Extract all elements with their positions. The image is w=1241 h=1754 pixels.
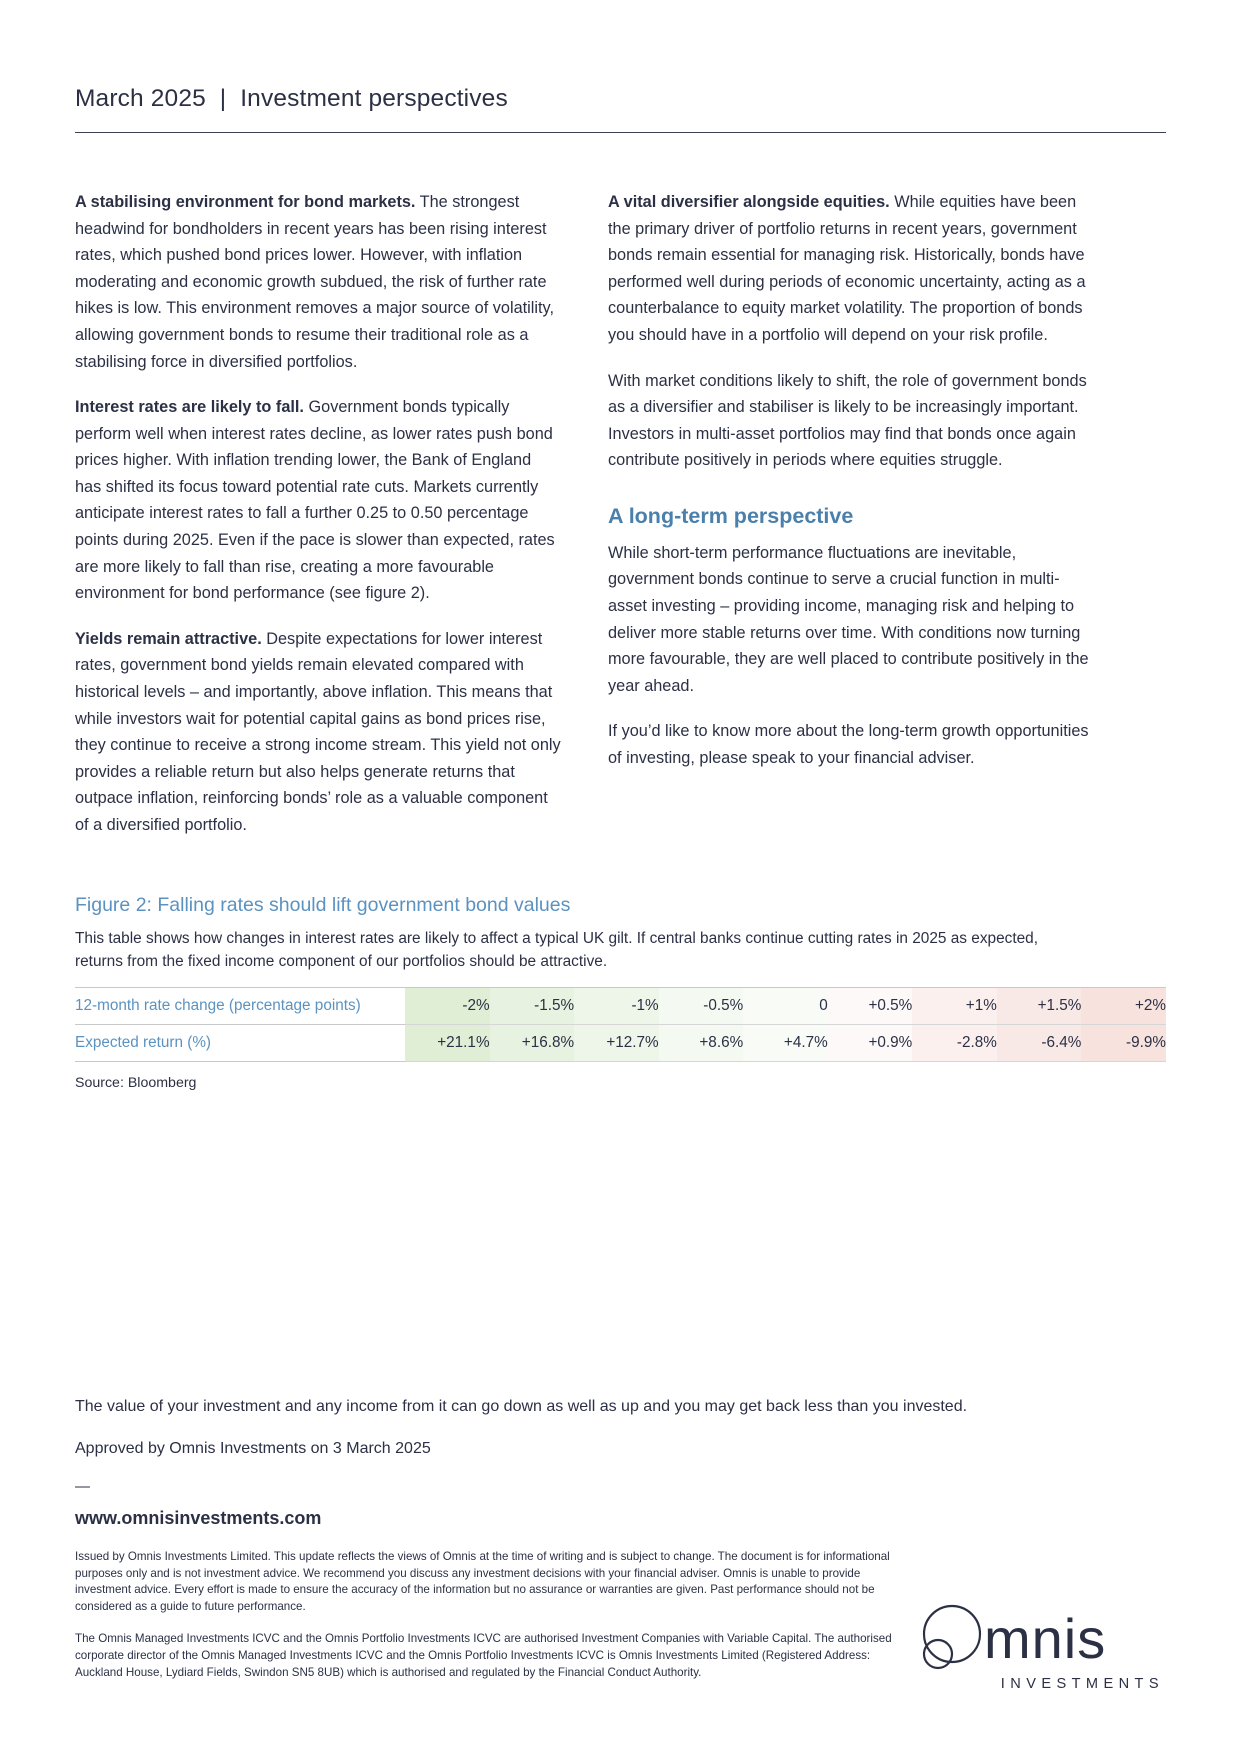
cell-rate-7: +1.5%: [997, 987, 1082, 1024]
cell-return-0: +21.1%: [405, 1024, 490, 1061]
cell-return-3: +8.6%: [659, 1024, 744, 1061]
paragraph-text: The strongest headwind for bondholders in recent years has been rising interest rates, which pushed bond prices lower. However, with inflation moderating and economic growth subdued, the risk of further rate hikes is low. This environment removes a major source of volatility, allowing government bonds to resume their traditional role as a stabilising force in diversified portfolios.: [75, 192, 554, 371]
paragraph-market-conditions: With market conditions likely to shift, the role of government bonds as a diversifier and stabiliser is likely to be increasingly important. Investors in multi-asset portfolios may find that bonds once again contribute positively in periods where equities struggle.: [608, 371, 1087, 470]
paragraph-lead: A vital diversifier alongside equities.: [608, 192, 890, 211]
header-divider: [75, 132, 1166, 133]
cell-rate-5: +0.5%: [828, 987, 913, 1024]
right-column: [608, 189, 1094, 839]
paragraph-vital-diversifier: [608, 189, 1094, 349]
cell-rate-0: -2%: [405, 987, 490, 1024]
cell-return-6: -2.8%: [912, 1024, 997, 1061]
omnis-logo: [916, 1604, 1166, 1692]
figure-subtitle: This table shows how changes in interest rates are likely to affect a typical UK gilt. If central banks continue cutting rates in 2025 as expected, returns from the fixed income component of our portfolios should be attractive.: [75, 929, 1039, 970]
paragraph-stabilising-environment: [75, 189, 561, 375]
paragraph-long-term: While short-term performance fluctuations are inevitable, government bonds continue to serve a crucial function in multi-asset investing – providing income, managing risk and helping to deliver more stable returns over time. With conditions now turning more favourable, they are well placed to contribute positively in the year ahead.: [608, 543, 1089, 695]
row-label-rate-change: 12-month rate change (percentage points): [75, 987, 405, 1024]
cell-rate-4: 0: [743, 987, 828, 1024]
paragraph-text: Government bonds typically perform well when interest rates decline, as lower rates push bond prices higher. With inflation trending lower, the Bank of England has shifted its focus toward potential rate cuts. Markets currently anticipate interest rates to fall a further 0.25 to 0.50 percentage points during 2025. Even if the pace is slower than expected, rates are more likely to fall than rise, creating a more favourable environment for bond performance (see figure 2).: [75, 398, 555, 603]
disclaimer-paragraph-1: Issued by Omnis Investments Limited. This update reflects the views of Omnis at the time of writing and is subject to change. The document is for informational purposes only and is not investment advice. We recommend you discuss any investment decisions with your financial adviser. Omnis is unable to provide investment advice. Every effort is made to ensure the accuracy of the information but no assurance or warranties are given. Past performance should not be considered as a guide to future performance.: [75, 1550, 890, 1613]
table-row: [75, 987, 1166, 1024]
disclaimer-paragraph-2: The Omnis Managed Investments ICVC and the Omnis Portfolio Investments ICVC are authorised Investment Companies with Variable Capital. The authorised corporate director of the Omnis Managed Investments ICVC and the Omnis Portfolio Investments ICVC is Omnis Investments Limited (Registered Address: Auckland House, Lydiard Fields, Swindon SN5 8UB) which is authorised and regulated by the Financial Conduct Authority.: [75, 1632, 892, 1679]
paragraph-adviser-cta: If you’d like to know more about the long-term growth opportunities of investing, please speak to your financial adviser.: [608, 722, 1089, 767]
cell-return-8: -9.9%: [1081, 1024, 1166, 1061]
paragraph-lead: Interest rates are likely to fall.: [75, 398, 304, 417]
cell-rate-8: +2%: [1081, 987, 1166, 1024]
figure-2: [75, 893, 1166, 1091]
table-row: [75, 1024, 1166, 1061]
page-title: March 2025 | Investment perspectives: [75, 85, 508, 112]
cell-rate-1: -1.5%: [490, 987, 575, 1024]
cell-return-4: +4.7%: [743, 1024, 828, 1061]
website-link[interactable]: www.omnisinvestments.com: [75, 1508, 322, 1528]
cell-return-5: +0.9%: [828, 1024, 913, 1061]
cell-return-2: +12.7%: [574, 1024, 659, 1061]
cell-rate-3: -0.5%: [659, 987, 744, 1024]
paragraph-yields: [75, 626, 561, 839]
paragraph-lead: A stabilising environment for bond markets.: [75, 192, 416, 211]
section-heading-long-term-perspective: A long-term perspective: [608, 503, 854, 528]
paragraph-text: Despite expectations for lower interest rates, government bond yields remain elevated compared with historical levels – and importantly, above inflation. This means that while investors wait for potential capital gains as bond prices rise, they continue to receive a strong income stream. This yield not only provides a reliable return but also helps generate returns that outpace inflation, reinforcing bonds’ role as a valuable component of a diversified portfolio.: [75, 629, 561, 834]
figure-table: [75, 987, 1166, 1062]
risk-warning: The value of your investment and any income from it can go down as well as up and you may get back less than you invested.: [75, 1398, 968, 1415]
svg-text:mnis: mnis: [984, 1607, 1107, 1670]
paragraph-interest-rates: [75, 394, 561, 607]
row-label-expected-return: Expected return (%): [75, 1024, 405, 1061]
figure-source: Source: Bloomberg: [75, 1074, 197, 1091]
paragraph-lead: Yields remain attractive.: [75, 629, 262, 648]
cell-return-7: -6.4%: [997, 1024, 1082, 1061]
page-header: [75, 0, 1166, 133]
omnis-wordmark-icon: [916, 1604, 1166, 1680]
cell-rate-6: +1%: [912, 987, 997, 1024]
footer-dash: —: [75, 1478, 90, 1495]
cell-return-1: +16.8%: [490, 1024, 575, 1061]
figure-title: Figure 2: Falling rates should lift government bond values: [75, 893, 571, 916]
table-body: [75, 987, 1166, 1061]
paragraph-text: While equities have been the primary driver of portfolio returns in recent years, government bonds remain essential for managing risk. Historically, bonds have performed well during periods of economic uncertainty, acting as a counterbalance to equity market volatility. The proportion of bonds you should have in a portfolio will depend on your risk profile.: [608, 192, 1086, 344]
left-column: [75, 189, 561, 839]
omnis-tagline: INVESTMENTS: [1000, 1676, 1164, 1692]
article-columns: [75, 189, 1166, 839]
approval-statement: Approved by Omnis Investments on 3 March 2025: [75, 1440, 431, 1457]
cell-rate-2: -1%: [574, 987, 659, 1024]
